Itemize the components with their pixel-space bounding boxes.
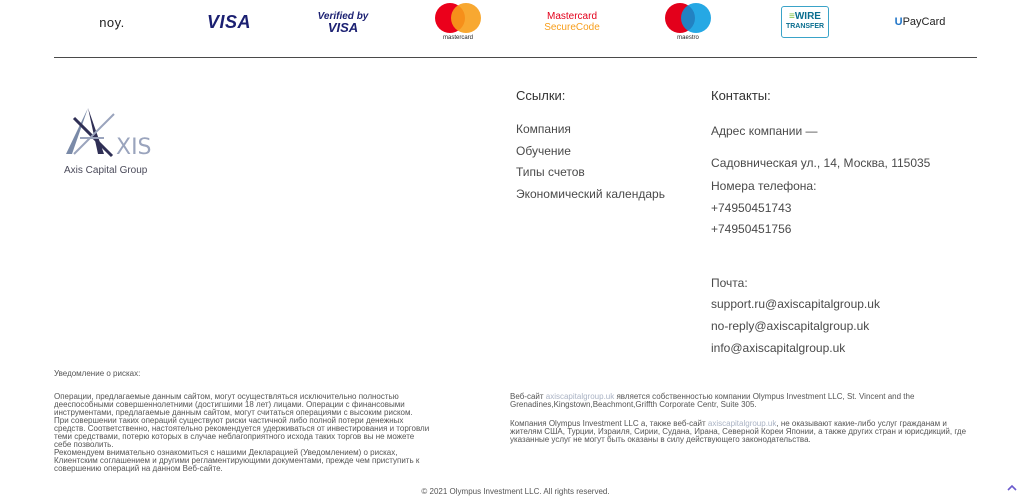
risk-notice-title: Уведомление о рисках:	[54, 369, 141, 378]
upay-prefix: U	[894, 16, 903, 28]
securecode-line2: SecureCode	[544, 22, 600, 33]
axis-capital-logo[interactable]	[60, 104, 170, 180]
restrictions-paragraph: Компания Olympus Investment LLC а, также веб-сайт axiscapitalgroup.uk, не оказывают какие-либо услуг гражданам и жителям США, Турции, Израиля, Сирии, Судана, Ирана, Северной Кореи Японии, а также других стран и юрисдикций, где указанные услуг не могут быть оказаны в силу действующего законодательства.	[510, 419, 967, 444]
site-link-2[interactable]: axiscapitalgroup.uk	[707, 419, 777, 428]
upay-rest: PayCard	[902, 16, 946, 28]
mastercard-label: mastercard	[442, 35, 473, 41]
axis-logo-icon	[60, 104, 170, 164]
footer-divider	[54, 57, 977, 58]
mastercard-logo	[428, 0, 488, 44]
verified-visa-text: VISA	[327, 20, 359, 35]
transfer-label: TRANSFER	[785, 23, 825, 30]
payment-logos-row	[0, 0, 1024, 44]
site-ownership-text	[510, 393, 970, 455]
logo-caption: Axis Capital Group	[64, 165, 148, 176]
maestro-circles-icon	[665, 3, 711, 33]
wire-label: ≡WIRE	[789, 11, 821, 22]
footer-link-education[interactable]: Обучение	[516, 144, 571, 158]
footer-link-economic-calendar[interactable]: Экономический календарь	[516, 187, 665, 201]
wire-transfer-logo	[780, 0, 830, 44]
footer-link-account-types[interactable]: Типы счетов	[516, 165, 585, 179]
maestro-label: maestro	[677, 35, 699, 41]
copyright-text: © 2021 Olympus Investment LLC. All rights reserved.	[421, 487, 610, 496]
ownership-paragraph: Веб-сайт axiscapitalgroup.uk является собственностью компании Olympus Investment LLC, St. Vincent and the Grenadines,Kingstown,Beachmont,Griffth Corporate Centr, Suite 305.	[510, 392, 915, 409]
email-link-noreply[interactable]: no-reply@axiscapitalgroup.uk	[711, 319, 870, 333]
risk-notice-text: Операции, предлагаемые данным сайтом, могут осуществляться исключительно полностью дееспособными совершеннолетними (достигшими 18 лет) лицами. Операции с финансовыми инструментами, предлагаемые данным сайтом, могут считаться операциями с высоким риском. При совершении таких операций существуют риски частичной либо полной потери денежных средств. Соответственно, настоятельно рекомендуется удерживаться от инвестирования и торговли теми средствами, потерю которых в случае неблагоприятного исхода таких торгов вы не можете себе позволить. Рекомендуем внимательно ознакомиться с нашими Декларацией (Уведомлением) о рисках, Клиентским соглашением и другими регламентирующими документами, прежде чем приступить к совершению операций на данном Веб-сайте.	[54, 392, 430, 473]
svg-text:XIS: XIS	[116, 135, 152, 160]
mail-label: Почта:	[711, 276, 748, 290]
scroll-to-top-icon[interactable]	[1007, 483, 1017, 493]
visa-logo: VISA	[206, 11, 251, 32]
footer-link-company[interactable]: Компания	[516, 122, 571, 136]
links-heading: Ссылки:	[516, 88, 566, 103]
address-text: Садовническая ул., 14, Москва, 115035	[711, 156, 931, 170]
phone-link-2[interactable]: +74950451756	[711, 222, 792, 236]
securecode-line1: Mastercard	[546, 11, 597, 22]
address-label: Адрес компании —	[711, 124, 818, 138]
phone-link-1[interactable]: +74950451743	[711, 201, 792, 215]
contacts-heading: Контакты:	[711, 88, 771, 103]
site-link-1[interactable]: axiscapitalgroup.uk	[545, 392, 615, 401]
verified-by-visa-logo	[314, 0, 372, 44]
upaycard-logo	[890, 0, 950, 44]
email-link-support[interactable]: support.ru@axiscapitalgroup.uk	[711, 297, 880, 311]
mastercard-securecode-logo	[536, 0, 608, 44]
mastercard-circles-icon	[435, 3, 481, 33]
phone-label: Номера телефона:	[711, 179, 817, 193]
maestro-logo	[658, 0, 718, 44]
noy-logo: noy.	[99, 14, 125, 30]
wire-transfer-badge	[781, 6, 829, 38]
email-link-info[interactable]: info@axiscapitalgroup.uk	[711, 341, 846, 355]
verified-by-text: Verified by	[317, 11, 369, 22]
